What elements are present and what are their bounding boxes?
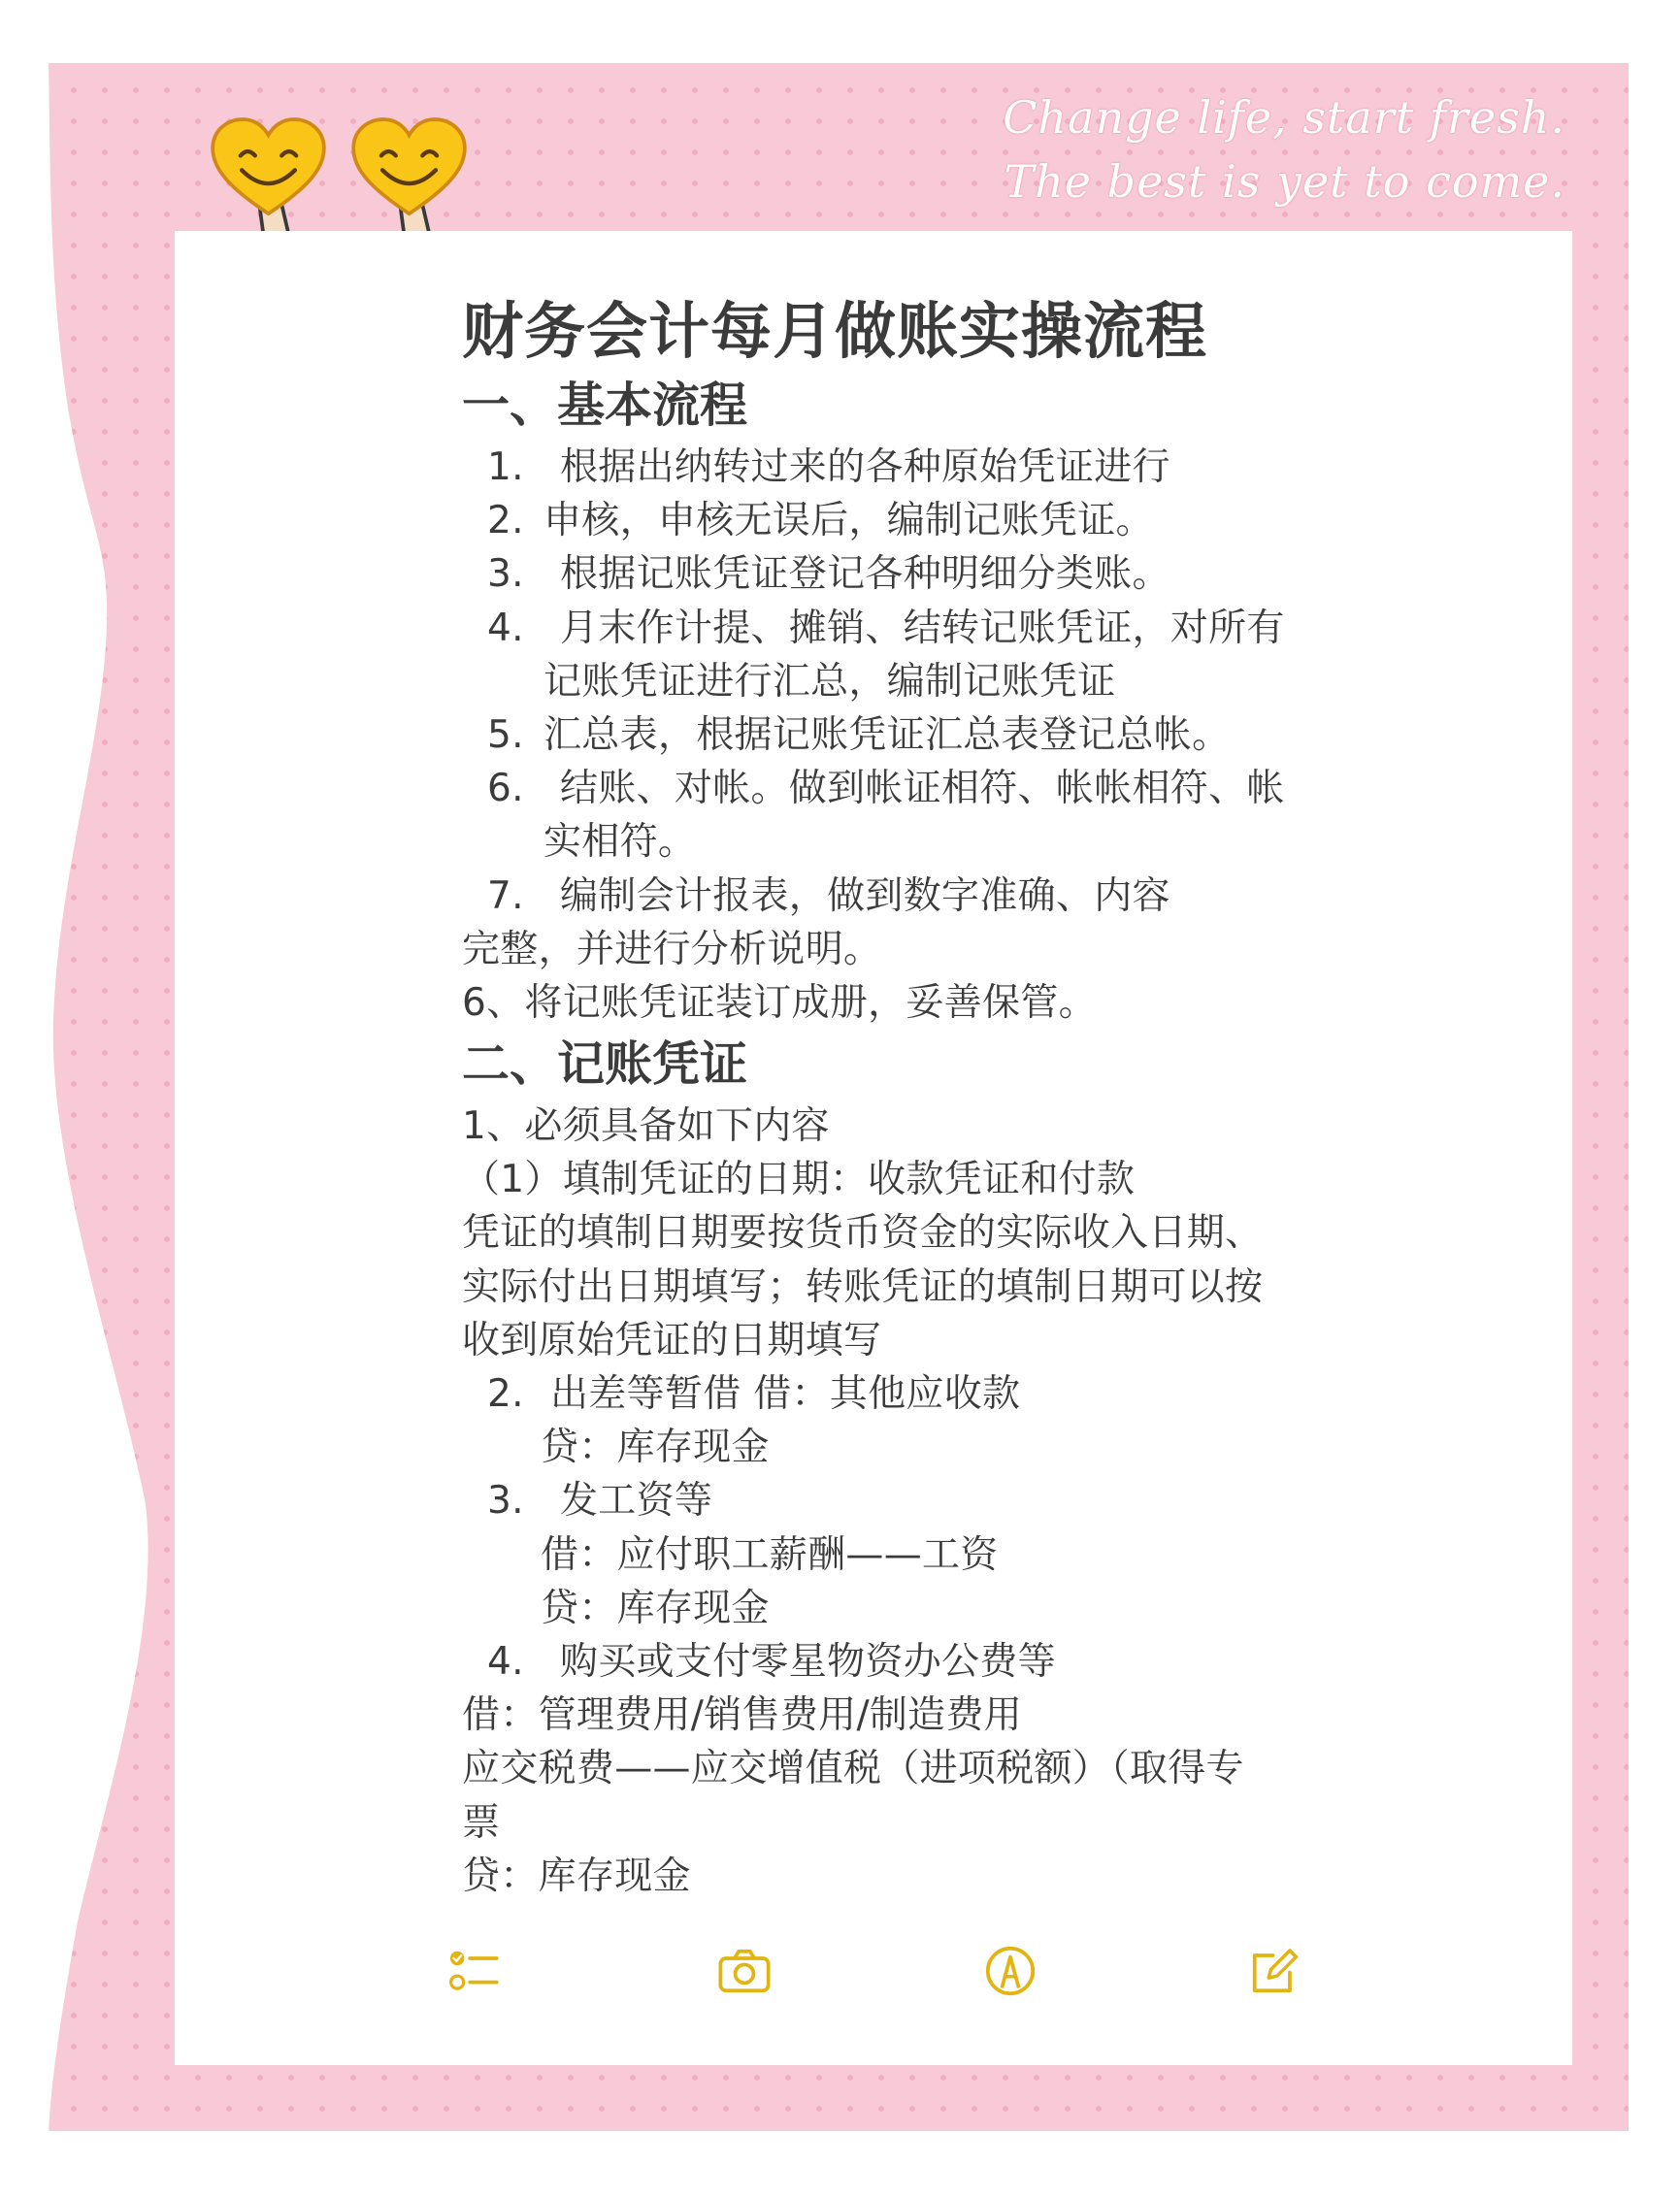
list-text: 发工资等 [560,1479,713,1524]
list-item [462,870,1549,923]
entry-line: 借：管理费用/销售费用/制造费用 [462,1693,1023,1738]
note-body[interactable] [462,293,1549,1903]
notes-toolbar [0,1943,1680,1999]
list-number: 5. [487,712,524,757]
list-item [462,547,1549,601]
list-continuation: 记账凭证进行汇总，编制记账凭证 [544,659,1116,704]
list-number: 2. [487,1372,524,1416]
list-text: 月末作计提、摊销、结转记账凭证，对所有 [560,606,1285,650]
markup-button[interactable] [982,1943,1038,1999]
list-number: 2. [487,499,524,543]
list-item [462,1635,1549,1689]
list-number: 1. [487,445,524,489]
list-item [462,1474,1549,1527]
entry-line: 票 [462,1800,501,1845]
list-number: 3. [487,1479,524,1524]
slogan-line-2: The best is yet to come. [1004,155,1565,208]
paragraph-line: 收到原始凭证的日期填写 [462,1318,882,1362]
camera-button[interactable] [716,1943,773,1999]
slogan-line-1: Change life, start fresh. [1003,91,1565,144]
note-title: 财务会计每月做账实操流程 [462,296,1207,367]
list-item [462,602,1549,655]
entry-line: 借：应付职工薪酬——工资 [541,1532,999,1577]
list-text: 根据记账凭证登记各种明细分类账。 [560,552,1170,597]
list-number: 4. [487,1639,524,1684]
list-number: 7. [487,873,524,918]
wavy-frame-edge [0,0,194,2199]
camera-icon [716,1943,773,1999]
list-text: 申核，申核无误后，编制记账凭证。 [544,499,1154,543]
list-continuation: 完整，并进行分析说明。 [462,927,882,971]
checklist-icon [447,1943,504,1999]
list-text: 结账、对帐。做到帐证相符、帐帐相符、帐 [560,767,1285,811]
checklist-button[interactable] [447,1943,504,1999]
list-item [462,494,1549,547]
section-heading-basic-process: 一、基本流程 [462,377,748,433]
list-item [462,1367,1549,1421]
list-text: 出差等暂借 借：其他应收款 [550,1372,1021,1416]
list-number: 3. [487,552,524,597]
compose-button[interactable] [1246,1943,1302,1999]
section-heading-voucher: 二、记账凭证 [462,1036,748,1093]
compose-icon [1246,1943,1302,1999]
list-text: 汇总表，根据记账凭证汇总表登记总帐。 [544,712,1231,757]
entry-line: 贷：库存现金 [541,1426,770,1470]
markup-pen-icon [982,1943,1038,1999]
entry-line: 贷：库存现金 [462,1854,691,1898]
subheading: 1、必须具备如下内容 [462,1104,830,1149]
paragraph-line: 凭证的填制日期要按货币资金的实际收入日期、 [462,1211,1264,1256]
list-continuation: 实相符。 [544,820,697,865]
list-item [462,762,1549,815]
paragraph-line: 6、将记账凭证装订成册，妥善保管。 [462,980,1097,1025]
list-text: 购买或支付零星物资办公费等 [560,1639,1056,1684]
list-item [462,441,1549,494]
paragraph-line: （1）填制凭证的日期：收款凭证和付款 [462,1158,1136,1202]
list-text: 根据出纳转过来的各种原始凭证进行 [560,445,1170,489]
paragraph-line: 实际付出日期填写；转账凭证的填制日期可以按 [462,1264,1264,1309]
entry-line: 应交税费——应交增值税（进项税额）（取得专 [462,1747,1244,1791]
list-item [462,708,1549,762]
slogan [1003,85,1565,213]
list-text: 编制会计报表，做到数字准确、内容 [560,873,1170,918]
entry-line: 贷：库存现金 [541,1586,770,1630]
list-number: 4. [487,606,524,650]
list-number: 6. [487,767,524,811]
